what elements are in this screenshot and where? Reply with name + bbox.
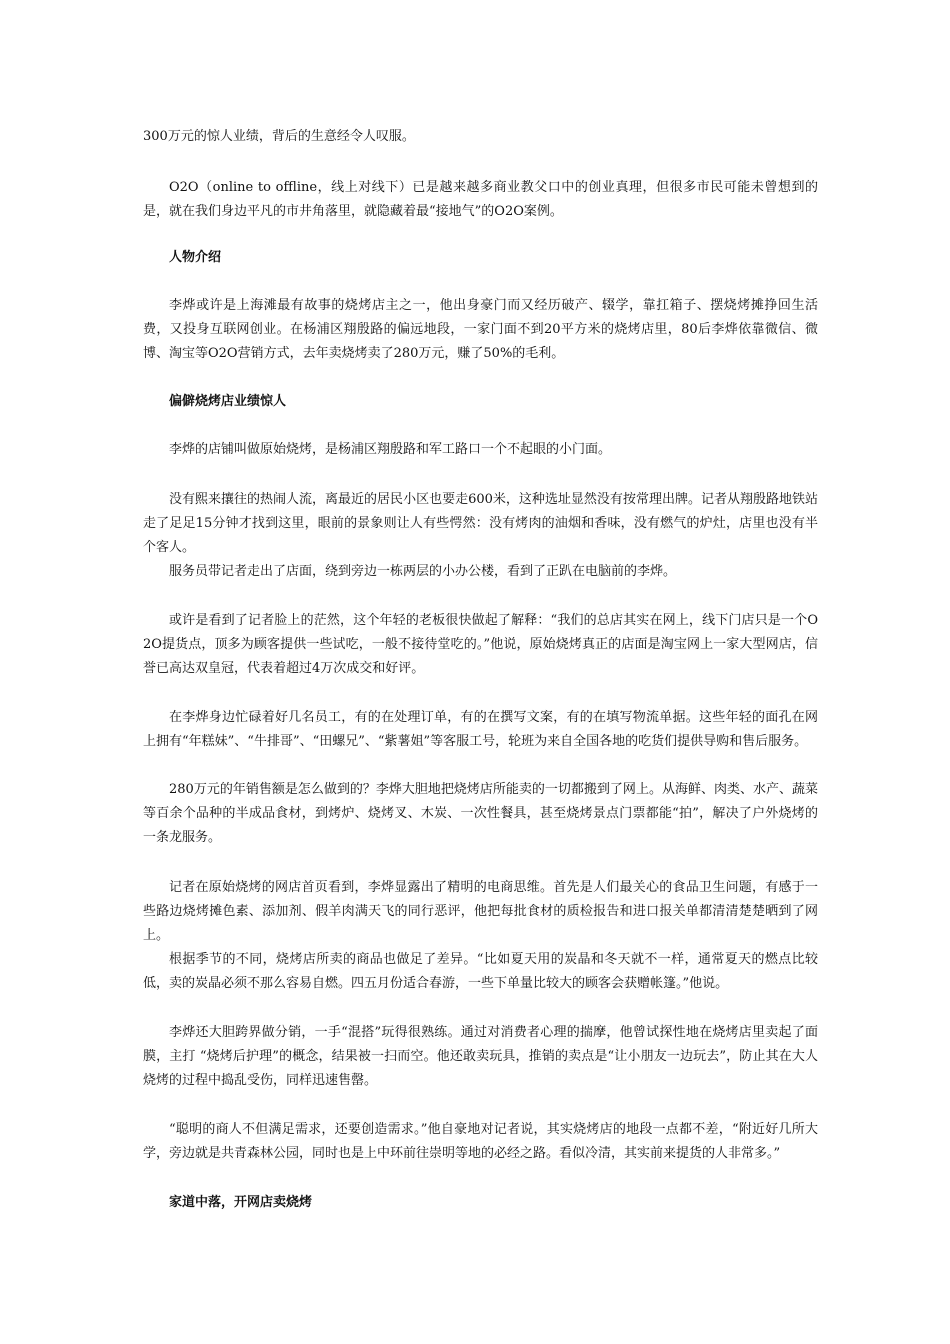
paragraph-seasonal: 根据季节的不同，烧烤店所卖的商品也做足了差异。“比如夏天用的炭晶和冬天就不一样，通常夏天的燃点比较低，卖的炭晶必须不那么容易自燃。四五月份适合春游，一些下单量比较大的顾客会获赠帐篷。”他说。: [143, 952, 818, 991]
section-heading-family-decline: 家道中落，开网店卖烧烤: [169, 1195, 313, 1210]
section-heading-profile: 人物介绍: [169, 250, 222, 265]
paragraph-office-visit: 服务员带记者走出了店面，绕到旁边一栋两层的小办公楼，看到了正趴在电脑前的李烨。: [169, 564, 677, 579]
paragraph-cross-selling: 李烨还大胆跨界做分销，一手“混搭”玩得很熟练。通过对消费者心理的揣摩，他曾试探性地在烧烤店里卖起了面膜，主打 “烧烤后护理”的概念，结果被一扫而空。他还敢卖玩具，推销的卖点是“让小朋友一边玩去”，防止其在大人烧烤的过程中捣乱受伤，同样迅速售罄。: [143, 1025, 818, 1088]
paragraph-o2o-definition: O2O（online to offline，线上对线下）已是越来越多商业教父口中的创业真理，但很多市民可能未曾想到的是，就在我们身边平凡的市井角落里，就隐藏着最“接地气”的O2O案例。: [143, 180, 818, 219]
paragraph-staff: 在李烨身边忙碌着好几名员工，有的在处理订单，有的在撰写文案，有的在填写物流单据。这些年轻的面孔在网上拥有“年糕妹”、“牛排哥”、“田螺兄”、“紫薯姐”等客服工号，轮班为来自全国各地的吃货们提供导购和售后服务。: [143, 710, 818, 749]
paragraph-shop-location: 李烨的店铺叫做原始烧烤，是杨浦区翔殷路和军工路口一个不起眼的小门面。: [169, 442, 612, 457]
paragraph-sales: 280万元的年销售额是怎么做到的？李烨大胆地把烧烤店所能卖的一切都搬到了网上。从海鲜、肉类、水产、蔬菜等百余个品种的半成品食材，到烤炉、烧烤叉、木炭、一次性餐具，甚至烧烤景点门票都能“拍”，解决了户外烧烤的一条龙服务。: [143, 782, 818, 845]
paragraph-quote-demand: “聪明的商人不但满足需求，还要创造需求。”他自豪地对记者说，其实烧烤店的地段一点都不差，“附近好几所大学，旁边就是共青森林公园，同时也是上中环前往崇明等地的必经之路。看似冷清，其实前来提货的人非常多。”: [143, 1122, 818, 1161]
paragraph-intro-tail: 300万元的惊人业绩，背后的生意经令人叹服。: [143, 129, 415, 144]
paragraph-online-store: 或许是看到了记者脸上的茫然，这个年轻的老板很快做起了解释：“我们的总店其实在网上，线下门店只是一个O2O提货点，顶多为顾客提供一些试吃，一般不接待堂吃的。”他说，原始烧烤真正的店面是淘宝网上一家大型网店，信誉已高达双皇冠，代表着超过4万次成交和好评。: [143, 613, 818, 676]
paragraph-profile: 李烨或许是上海滩最有故事的烧烤店主之一，他出身豪门而又经历破产、辍学，靠扛箱子、摆烧烤摊挣回生活费，又投身互联网创业。在杨浦区翔殷路的偏远地段，一家门面不到20平方米的烧烤店里，80后李烨依靠微信、微博、淘宝等O2O营销方式，去年卖烧烤卖了280万元，赚了50%的毛利。: [143, 298, 818, 361]
section-heading-remote-shop: 偏僻烧烤店业绩惊人: [169, 394, 287, 409]
paragraph-ecommerce-thinking: 记者在原始烧烤的网店首页看到，李烨显露出了精明的电商思维。首先是人们最关心的食品卫生问题，有感于一些路边烧烤摊色素、添加剂、假羊肉满天飞的同行恶评，他把每批食材的质检报告和进口报关单都清清楚楚晒到了网上。: [143, 880, 818, 943]
paragraph-site-description: 没有熙来攘往的热闹人流，离最近的居民小区也要走600米，这种选址显然没有按常理出牌。记者从翔殷路地铁站走了足足15分钟才找到这里，眼前的景象则让人有些愕然：没有烤肉的油烟和香味，没有燃气的炉灶，店里也没有半个客人。: [143, 492, 818, 555]
